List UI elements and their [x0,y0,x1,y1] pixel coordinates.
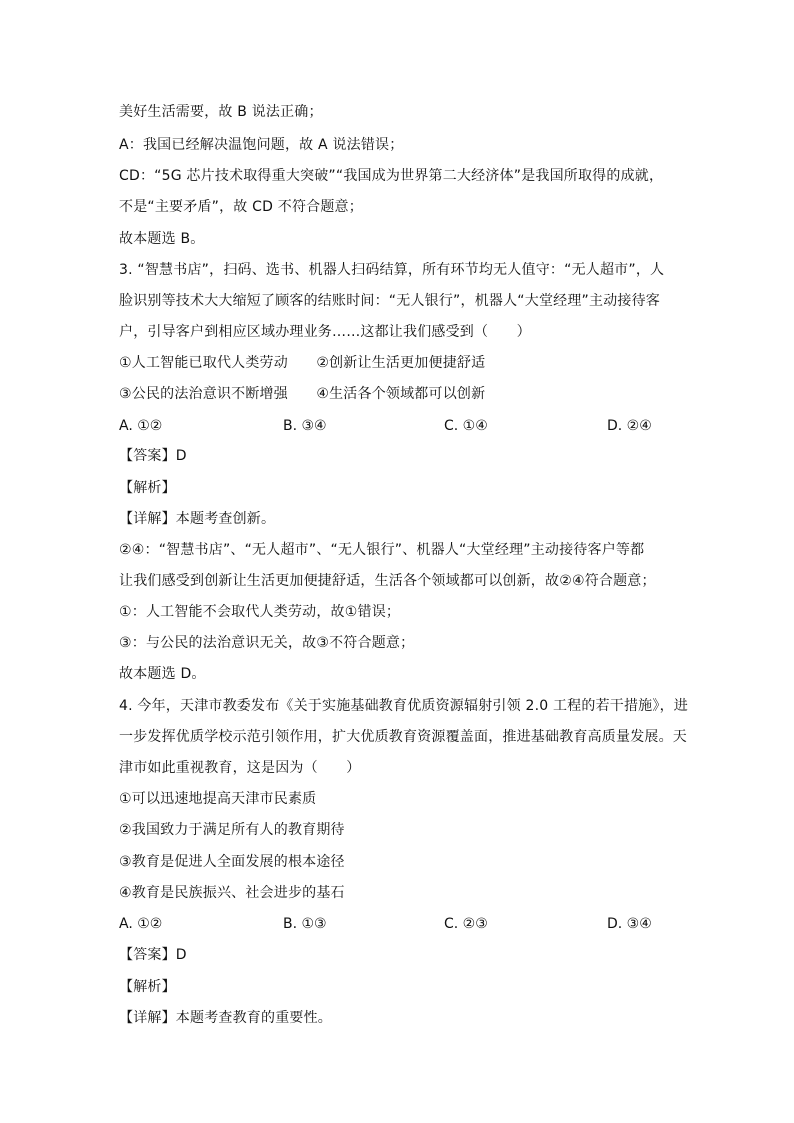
text-line: 美好生活需要，故 B 说法正确； [119,104,323,120]
question-3-conclusion: 故本题选 D。 [119,666,206,682]
question-3-answer: 【答案】D [119,448,187,464]
question-3-option-a: A. ①② [119,418,163,434]
question-3-option-d: D. ②④ [607,418,652,434]
question-3-explanation-line: ①：人工智能不会取代人类劳动，故①错误； [119,604,401,620]
question-4-option-a: A. ①② [119,916,163,932]
question-3-analysis-heading: 【解析】 [119,480,176,496]
question-3-option-c: C. ①④ [444,418,488,434]
question-3-stem-line: 脸识别等技术大大缩短了顾客的结账时间：“无人银行”，机器人“大堂经理”主动接待客 [119,293,661,309]
question-3-statement: ③公民的法治意识不断增强 ④生活各个领域都可以创新 [119,386,486,402]
question-3-option-b: B. ③④ [283,418,327,434]
question-4-stem-line: 4. 今年，天津市教委发布《关于实施基础教育优质资源辐射引领 2.0 工程的若干措施》，进 [119,698,688,714]
question-4-stem-line: 一步发挥优质学校示范引领作用，扩大优质教育资源覆盖面，推进基础教育高质量发展。天 [119,729,687,745]
text-line: A：我国已经解决温饱问题，故 A 说法错误； [119,137,404,153]
question-3-detail: 【详解】本题考查创新。 [119,511,276,527]
question-3-explanation-line: 让我们感受到创新让生活更加便捷舒适，生活各个领域都可以创新，故②④符合题意； [119,573,656,589]
question-3-statement: ①人工智能已取代人类劳动 ②创新让生活更加便捷舒适 [119,355,486,371]
question-4-statement: ①可以迅速地提高天津市民素质 [119,791,317,807]
text-line: 故本题选 B。 [119,231,205,247]
question-4-detail: 【详解】本题考查教育的重要性。 [119,1010,332,1026]
question-4-stem-line: 津市如此重视教育，这是因为（ ） [119,760,361,776]
question-3-explanation-line: ②④：“智慧书店”、“无人超市”、“无人银行”、机器人“大堂经理”主动接待客户等都 [119,542,645,558]
question-4-option-c: C. ②③ [444,916,488,932]
question-4-analysis-heading: 【解析】 [119,979,176,995]
question-4-statement: ④教育是民族振兴、社会进步的基石 [119,885,345,901]
question-4-statement: ②我国致力于满足所有人的教育期待 [119,822,345,838]
text-line: 不是“主要矛盾”，故 CD 不符合题意； [119,199,363,215]
question-3-stem-line: 3. “智慧书店”，扫码、选书、机器人扫码结算，所有环节均无人值守：“无人超市”，人 [119,262,665,278]
question-3-explanation-line: ③：与公民的法治意识无关，故③不符合题意； [119,635,415,651]
question-4-option-d: D. ③④ [607,916,652,932]
question-4-option-b: B. ①③ [283,916,327,932]
question-4-statement: ③教育是促进人全面发展的根本途径 [119,854,345,870]
question-4-answer: 【答案】D [119,947,187,963]
question-3-stem-line: 户，引导客户到相应区域办理业务……这都让我们感受到（ ） [119,324,531,340]
text-line: CD：“5G 芯片技术取得重大突破”“我国成为世界第二大经济体”是我国所取得的成就， [119,168,664,184]
